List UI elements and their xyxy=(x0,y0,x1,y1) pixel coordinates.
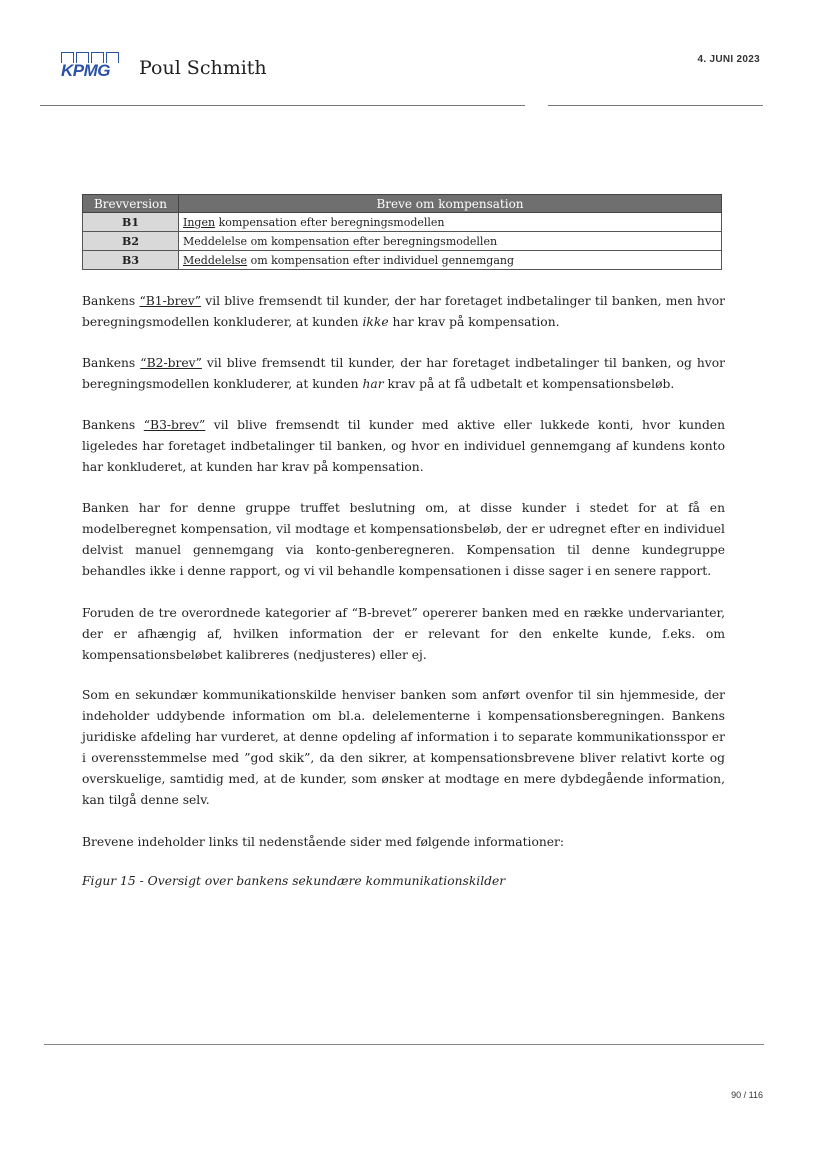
version-description xyxy=(179,232,722,251)
version-code: B3 xyxy=(83,251,179,270)
table-row xyxy=(83,251,722,270)
page-number: 90 / 116 xyxy=(731,1090,763,1100)
brand-name: Poul Schmith xyxy=(139,57,267,79)
underlined-term: Ingen xyxy=(183,215,216,229)
logo-wordmark: KPMG xyxy=(61,61,110,80)
paragraph-secondary-source: Som en sekundær kommunikationskilde henviser banken som anført ovenfor til sin hjemmeside, der indeholder uddybende information om bl.a. delelementerne i kompensationsberegningen. Bankens juridiske afdeling har vurderet, at denne opdeling af information i to separate kommunikationsspor er i overensstemmelse med ”god skik”, da den sikrer, at kompensationsbrevene bliver relativt korte og overskuelige, samtidig med, at de kunder, som ønsker at modtage en mere dybdegående information, kan tilgå denne selv. xyxy=(82,688,725,807)
paragraph-b1: Bankens “B1-brev” vil blive fremsendt til kunder, der har foretaget indbetalinger til banken, men hvor beregningsmodellen konkluderer, at kunden ikke har krav på kompensation. xyxy=(82,294,726,329)
version-description xyxy=(179,213,722,232)
table-row xyxy=(83,213,722,232)
paragraph-subvariants: Foruden de tre overordnede kategorier af “B-brevet” opererer banken med en række undervarianter, der er afhængig af, hvilken information der er relevant for den enkelte kunde, f.eks. om kompensationsbeløbet kalibreres (nedjusteres) eller ej. xyxy=(82,606,725,662)
underlined-term: Meddelelse xyxy=(183,253,248,267)
kpmg-logo xyxy=(61,52,119,80)
description-text: kompensation efter beregningsmodellen xyxy=(215,215,445,229)
b3-letter-link: “B3-brev” xyxy=(143,418,206,432)
table-header-row xyxy=(83,195,722,213)
description-text: Meddelelse om kompensation efter beregningsmodellen xyxy=(183,234,498,248)
paragraph-b3: Bankens “B3-brev” vil blive fremsendt til kunder med aktive eller lukkede konti, hvor kunden ligeledes har foretaget indbetalinger til banken, og hvor en individuel gennemgang af kundens konto har konkluderet, at kunden har krav på kompensation. xyxy=(82,418,726,474)
version-code: B2 xyxy=(83,232,179,251)
letter-version-table xyxy=(82,194,722,270)
column-header: Breve om kompensation xyxy=(179,195,722,213)
footer-rule xyxy=(44,1044,764,1045)
figure-caption: Figur 15 - Oversigt over bankens sekundære kommunikationskilder xyxy=(82,874,506,888)
version-description xyxy=(179,251,722,270)
version-code: B1 xyxy=(83,213,179,232)
paragraph-individual-review: Banken har for denne gruppe truffet beslutning om, at disse kunder i stedet for at få en modelberegnet kompensation, vil modtage et kompensationsbeløb, der er udregnet efter en individuel delvist manuel gennemgang via konto-genberegneren. Kompensation til denne kundegruppe behandles ikke i denne rapport, og vi vil behandle kompensationen i disse sager i en senere rapport. xyxy=(82,501,725,578)
header-rule-left xyxy=(40,105,525,106)
description-text: om kompensation efter individuel gennemgang xyxy=(247,253,515,267)
b1-letter-link: “B1-brev” xyxy=(139,294,202,308)
column-header: Brevversion xyxy=(83,195,179,213)
table-row xyxy=(83,232,722,251)
paragraph-b2: Bankens “B2-brev” vil blive fremsendt til kunder, der har foretaget indbetalinger til banken, og hvor beregningsmodellen konkluderer, at kunden har krav på at få udbetalt et kompensationsbeløb. xyxy=(82,356,726,391)
header-rule-right xyxy=(548,105,763,106)
paragraph-links-intro: Brevene indeholder links til nedenstående sider med følgende informationer: xyxy=(82,835,565,849)
b2-letter-link: “B2-brev” xyxy=(140,356,202,370)
document-date: 4. JUNI 2023 xyxy=(697,54,760,65)
